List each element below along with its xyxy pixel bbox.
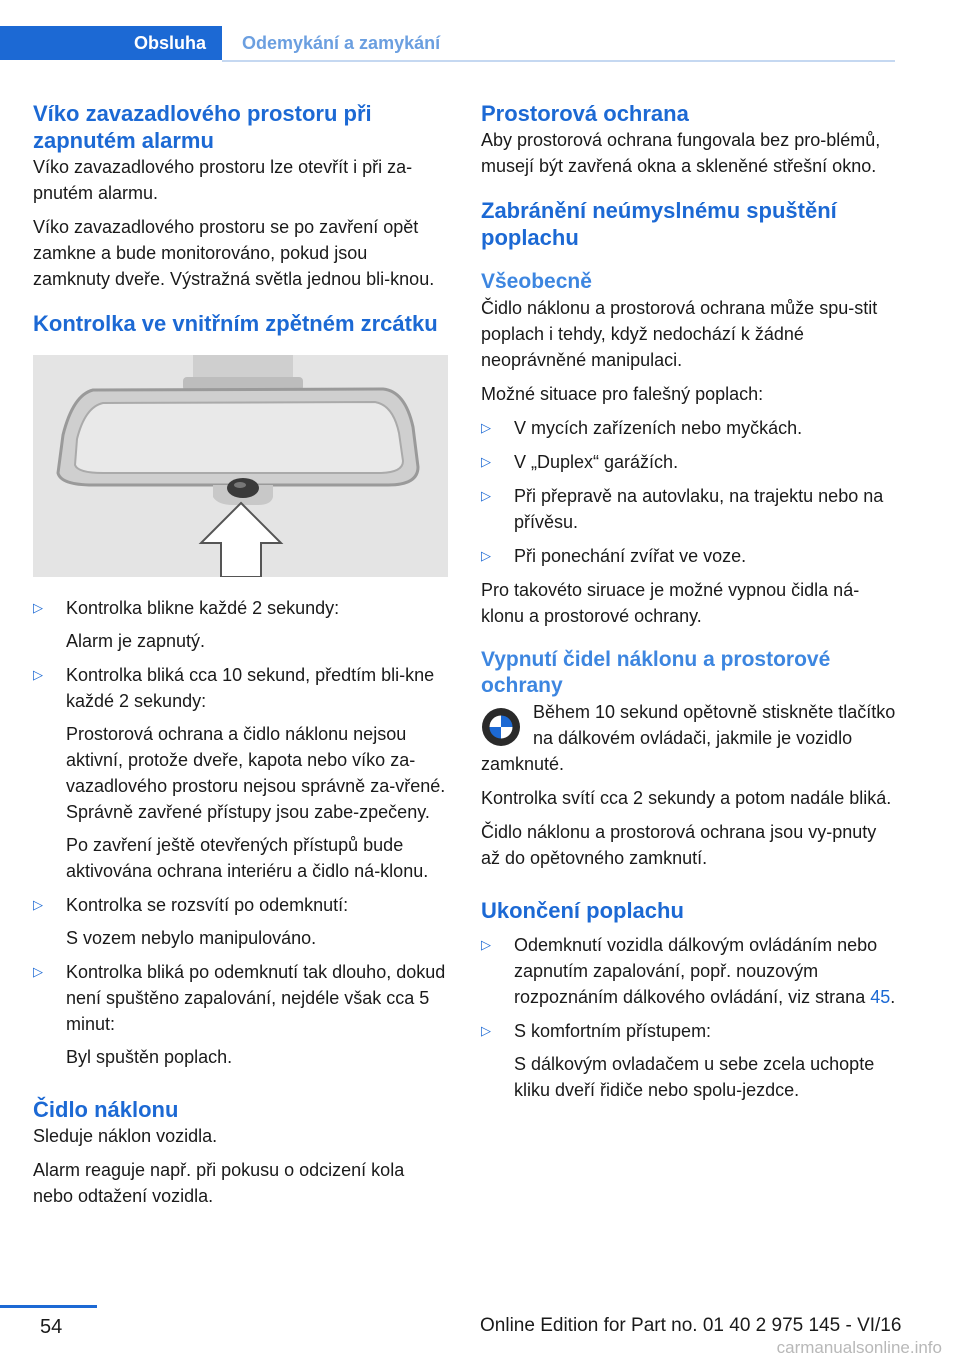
header-divider [222, 60, 895, 62]
watermark: carmanualsonline.info [776, 1338, 942, 1357]
paragraph: Víko zavazadlového prostoru lze otevřít i při za-pnutém alarmu. [33, 157, 413, 203]
heading-interior-protection: Prostorová ochrana [481, 101, 689, 126]
list-item: ▷ Kontrolka se rozsvítí po odemknutí: S vozem nebylo manipulováno. [33, 892, 448, 951]
triangle-bullet-icon: ▷ [33, 667, 43, 682]
icon-paragraph [481, 699, 896, 777]
edition-text: Online Edition for Part no. 01 40 2 975 145 - VI/16 [480, 1315, 902, 1336]
triangle-bullet-icon: ▷ [481, 488, 491, 503]
bmw-logo-icon [481, 707, 521, 747]
end-alarm-list [481, 932, 896, 1103]
list-item: ▷ Kontrolka bliká cca 10 sekund, předtím bli-kne každé 2 sekundy: Prostorová ochrana a čidlo náklonu nejsou aktivní, protože dveře, kapota nebo víko za-vazadlového prostoru nejsou správně za-vřené. Správně zavřené přístupy jsou zabe-zpečeny. Po zavření ještě otevřených přístupů bude aktivována ochrana interiéru a čidlo ná-klonu. [33, 662, 448, 884]
list-item-sub: Alarm je zapnutý. [66, 631, 206, 651]
heading-general: Všeobecně [481, 270, 592, 293]
list-item-sub: Prostorová ochrana a čidlo náklonu nejsou aktivní, protože dveře, kapota nebo víko za-vazadlového prostoru nejsou správně za-vřené. Správně zavřené přístupy jsou zabe-zpečeny. [66, 724, 446, 822]
tab-odemykani[interactable]: Odemykání a zamykání [242, 32, 441, 53]
paragraph: Čidlo náklonu a prostorová ochrana může spu-stit poplach i tehdy, když nedochází k žádné neoprávněné manipulaci. [481, 298, 878, 370]
paragraph: Pro takovéto siruace je možné vypnou čidla ná-klonu a prostorové ochrany. [481, 580, 860, 626]
list-item-sub: Byl spuštěn poplach. [66, 1047, 233, 1067]
list-item: ▷ V „Duplex“ garážích. [481, 449, 896, 475]
tab-obsluha[interactable]: Obsluha [0, 26, 222, 60]
left-column [33, 100, 448, 1209]
paragraph: Čidlo náklonu a prostorová ochrana jsou vy-pnuty až do opětovného zamknutí. [481, 822, 877, 868]
list-item: ▷ Kontrolka bliká po odemknutí tak dlouho, dokud není spuštěno zapalování, nejdéle však cca 5 minut: Byl spuštěn poplach. [33, 959, 448, 1070]
list-item: ▷ S komfortním přístupem: S dálkovým ovladačem u sebe zcela uchopte kliku dveří řidiče nebo spolu-jezdce. [481, 1018, 896, 1103]
list-item-sub: S dálkovým ovladačem u sebe zcela uchopte kliku dveří řidiče nebo spolu-jezdce. [514, 1054, 875, 1100]
list-item: ▷ Kontrolka blikne každé 2 sekundy: Alarm je zapnutý. [33, 595, 448, 654]
list-item: ▷ Odemknutí vozidla dálkovým ovládáním nebo zapnutím zapalování, popř. nouzovým rozpoznáním dálkového ovládání, viz strana 45. [481, 932, 896, 1010]
list-item: ▷ V mycích zařízeních nebo myčkách. [481, 415, 896, 441]
paragraph: Během 10 sekund opětovně stiskněte tlačítko na dálkovém ovládači, jakmile je vozidlo zamknuté. [481, 702, 896, 774]
heading-false-alarm: Zabránění neúmyslnému spuštění poplachu [481, 198, 837, 250]
heading-trunk-alarm: Víko zavazadlového prostoru při zapnutém alarmu [33, 101, 372, 153]
footer-divider [0, 1305, 97, 1308]
mirror-illustration [33, 355, 448, 577]
list-item: ▷ Při ponechání zvířat ve voze. [481, 543, 896, 569]
page-header [0, 26, 895, 62]
paragraph: Alarm reaguje např. při pokusu o odcizení kola nebo odtažení vozidla. [33, 1160, 405, 1206]
triangle-bullet-icon: ▷ [481, 420, 491, 435]
heading-tilt-sensor: Čidlo náklonu [33, 1097, 179, 1122]
situations-list [481, 415, 896, 569]
page-number: 54 [40, 1316, 63, 1338]
triangle-bullet-icon: ▷ [481, 937, 491, 952]
list-item-sub: Po zavření ještě otevřených přístupů bude aktivována ochrana interiéru a čidlo ná-klonu. [66, 835, 429, 881]
indicator-list [33, 595, 448, 1070]
triangle-bullet-icon: ▷ [481, 454, 491, 469]
list-item: ▷ Při přepravě na autovlaku, na trajektu nebo na přívěsu. [481, 483, 896, 535]
heading-indicator-mirror: Kontrolka ve vnitřním zpětném zrcátku [33, 311, 438, 336]
page-link-45[interactable]: 45 [870, 987, 891, 1007]
right-column [481, 100, 896, 1111]
triangle-bullet-icon: ▷ [33, 964, 43, 979]
list-item-sub: S vozem nebylo manipulováno. [66, 928, 317, 948]
heading-end-alarm: Ukončení poplachu [481, 898, 684, 923]
paragraph: Kontrolka svítí cca 2 sekundy a potom nadále bliká. [481, 788, 892, 808]
paragraph: Sleduje náklon vozidla. [33, 1126, 218, 1146]
triangle-bullet-icon: ▷ [33, 897, 43, 912]
paragraph: Aby prostorová ochrana fungovala bez pro-blémů, musejí být zavřená okna a skleněné střešní okno. [481, 130, 881, 176]
paragraph: Možné situace pro falešný poplach: [481, 384, 764, 404]
mirror-illustration-svg [33, 355, 448, 577]
triangle-bullet-icon: ▷ [481, 1023, 491, 1038]
heading-disable-sensors: Vypnutí čidel náklonu a prostorové ochrany [481, 648, 831, 697]
triangle-bullet-icon: ▷ [481, 548, 491, 563]
triangle-bullet-icon: ▷ [33, 600, 43, 615]
paragraph: Víko zavazadlového prostoru se po zavření opět zamkne a bude monitorováno, pokud jsou zamknuty dveře. Výstražná světla jednou bli-knou. [33, 217, 435, 289]
